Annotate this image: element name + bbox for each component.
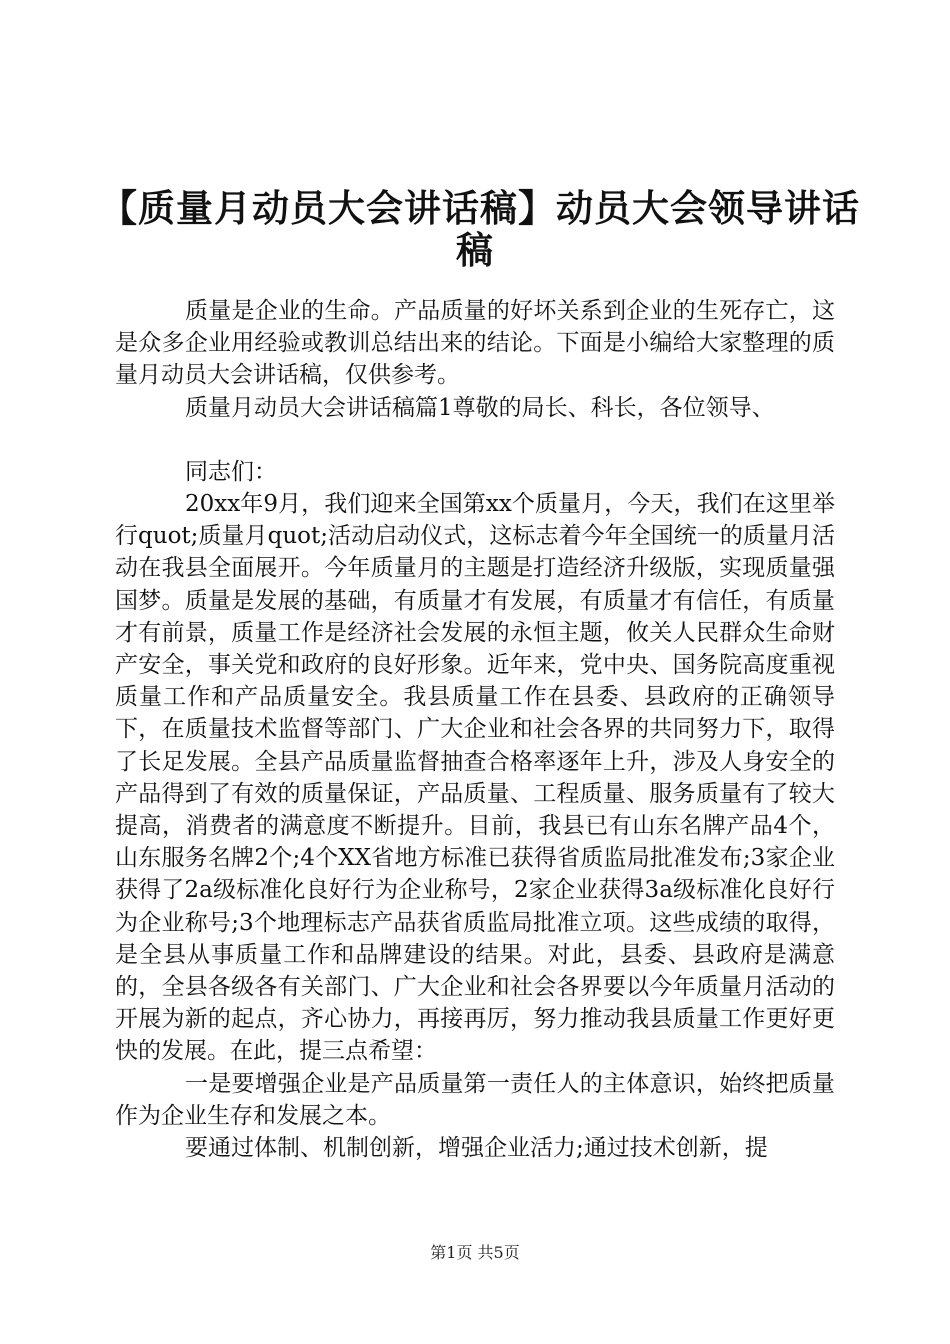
- paragraph-speech-heading: 质量月动员大会讲话稿篇1尊敬的局长、科长，各位领导、: [185, 394, 775, 421]
- paragraph-main: 20xx年9月，我们迎来全国第xx个质量月，今天，我们在这里举行quot;质量月quot;活动启动仪式，这标志着今年全国统一的质量月活动在我县全面展开。今年质量月的主题是打造经济升级版，实现质量强国梦。质量是发展的基础，有质量才有发展，有质量才有信任，有质量才有前景，质量工作是经济社会发展的永恒主题，攸关人民群众生命财产安全，事关党和政府的良好形象。近年来，党中央、国务院高度重视质量工作和产品质量安全。我县质量工作在县委、县政府的正确领导下，在质量技术监督等部门、广大企业和社会各界的共同努力下，取得了长足发展。全县产品质量监督抽查合格率逐年上升，涉及人身安全的产品得到了有效的质量保证，产品质量、工程质量、服务质量有了较大提高，消费者的满意度不断提升。目前，我县已有山东名牌产品4个，山东服务名牌2个;4个XX省地方标准已获得省质监局批准发布;3家企业获得了2a级标准化良好行为企业称号，2家企业获得3a级标准化良好行为企业称号;3个地理标志产品获省质监局批准立项。这些成绩的取得，是全县从事质量工作和品牌建设的结果。对此，县委、县政府是满意的，全县各级各有关部门、广大企业和社会各界要以今年质量月活动的开展为新的起点，齐心协力，再接再厉，努力推动我县质量工作更好更快的发展。在此，提三点希望：: [115, 491, 835, 1065]
- document-title-line-1: 【质量月动员大会讲话稿】动员大会领导讲话: [100, 186, 860, 230]
- page-footer: 第1页 共5页: [430, 1243, 520, 1262]
- document-body: [115, 295, 835, 1164]
- paragraph-salutation: 同志们：: [185, 458, 277, 485]
- paragraph-continued: 要通过体制、机制创新，增强企业活力;通过技术创新，提: [185, 1135, 768, 1162]
- paragraph-intro: 质量是企业的生命。产品质量的好坏关系到企业的生死存亡，这是众多企业用经验或教训总结出来的结论。下面是小编给大家整理的质量月动员大会讲话稿，仅供参考。: [115, 298, 835, 389]
- paragraph-gap: [115, 424, 835, 456]
- document-title-line-2: 稿: [456, 228, 494, 272]
- paragraph-hope-one: 一是要增强企业是产品质量第一责任人的主体意识，始终把质量作为企业生存和发展之本。: [115, 1070, 835, 1129]
